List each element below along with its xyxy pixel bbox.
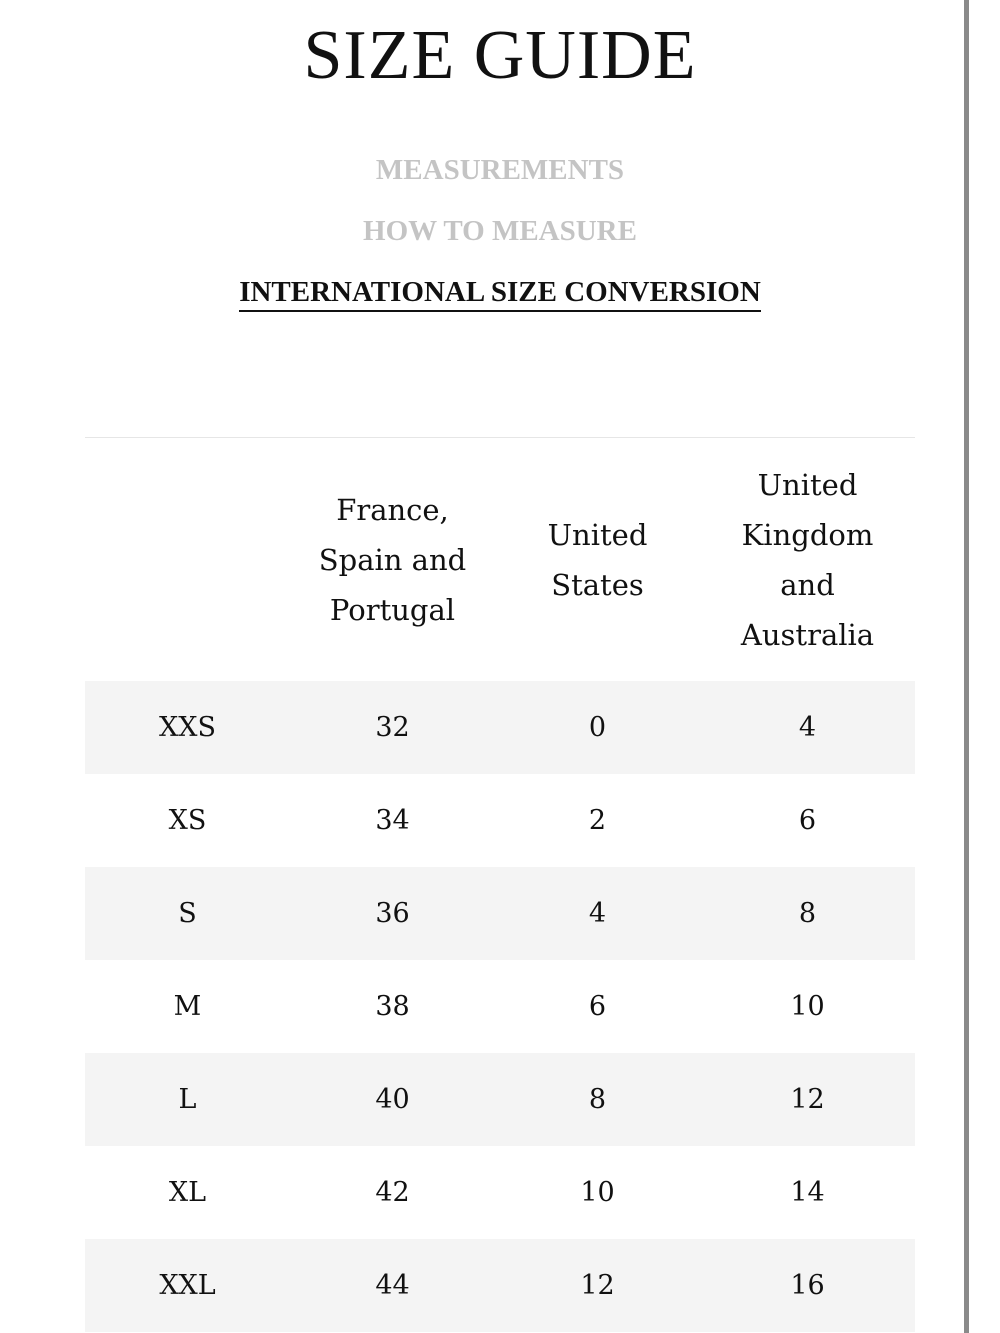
header-line: Australia [740,617,875,652]
us-value: 12 [580,1270,615,1301]
us-value: 0 [588,712,607,743]
tab-label: MEASUREMENTS [375,154,625,186]
fr-es-pt-value: 34 [375,805,410,836]
header-line: United [547,517,648,552]
size-label: XL [168,1177,207,1208]
size-label: XS [168,805,207,836]
us-value: 10 [580,1177,615,1208]
header-size-column [85,438,290,681]
tab-label: HOW TO MEASURE [363,215,637,247]
table-row [85,681,915,774]
us-value: 6 [588,991,607,1022]
table-row [85,960,915,1053]
tab-label: INTERNATIONAL SIZE CONVERSION [239,274,761,312]
uk-au-value: 4 [798,712,817,743]
fr-es-pt-value: 42 [375,1177,410,1208]
table-row [85,1053,915,1146]
uk-au-value: 8 [798,898,817,929]
size-label: XXS [159,712,216,743]
us-value: 2 [588,805,607,836]
header-line: Spain and [318,542,467,577]
fr-es-pt-value: 36 [375,898,410,929]
table-row [85,1146,915,1239]
fr-es-pt-value: 44 [375,1270,410,1301]
header-line: France, [336,492,449,527]
header-line: United [757,467,858,502]
table-row [85,867,915,960]
header-france-spain-portugal [290,438,495,681]
us-value: 4 [588,898,607,929]
tab-measurements[interactable] [0,150,1000,190]
tab-international-size-conversion[interactable] [0,272,1000,312]
uk-au-value: 6 [798,805,817,836]
size-label: XXL [159,1270,216,1301]
fr-es-pt-value: 38 [375,991,410,1022]
tab-how-to-measure[interactable] [0,211,1000,251]
size-label: L [178,1084,197,1115]
fr-es-pt-value: 32 [375,712,410,743]
uk-au-value: 12 [790,1084,825,1115]
header-line: Portugal [329,592,456,627]
uk-au-value: 16 [790,1270,825,1301]
uk-au-value: 14 [790,1177,825,1208]
header-line: Kingdom [741,517,874,552]
header-line: States [551,567,644,602]
page-title: SIZE GUIDE [303,17,697,94]
size-label: M [173,991,202,1022]
header-united-states [495,438,700,681]
header-line: and [780,567,835,602]
size-label: S [178,898,197,929]
scrollbar-thumb[interactable] [964,0,969,1333]
table-row [85,774,915,867]
table-header-row [85,438,915,681]
uk-au-value: 10 [790,991,825,1022]
fr-es-pt-value: 40 [375,1084,410,1115]
us-value: 8 [588,1084,607,1115]
header-united-kingdom-australia [700,438,915,681]
table-row [85,1239,915,1332]
